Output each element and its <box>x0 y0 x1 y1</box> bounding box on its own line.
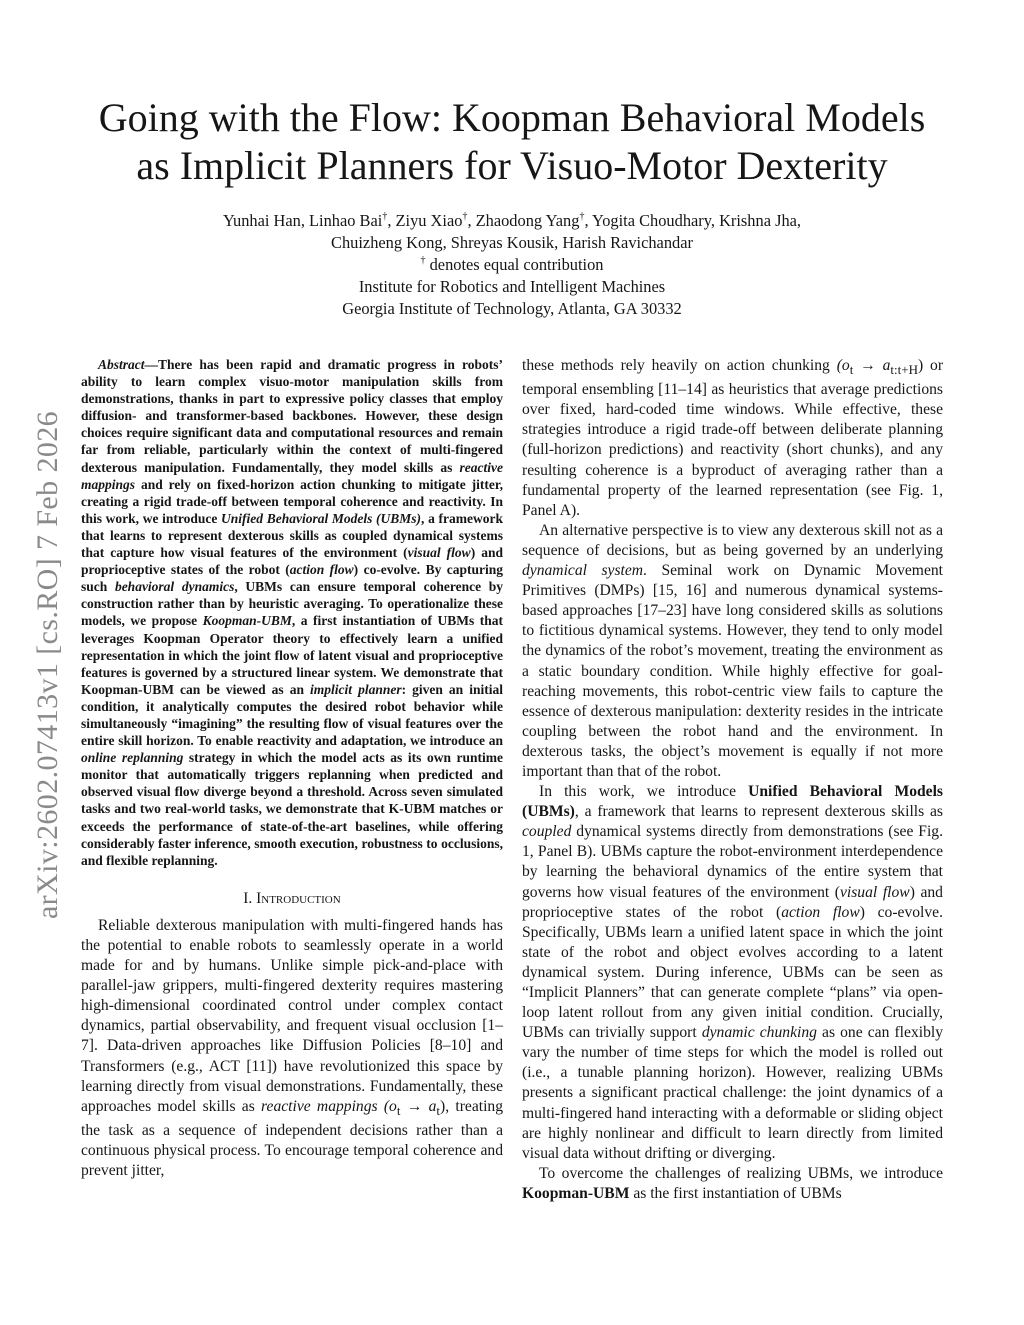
intro-paragraph-1: Reliable dexterous manipulation with multi-fingered hands has the potential to enable robots to seamlessly operate in a world made for and by humans. Unlike simple pick-and-place with parallel-jaw grippers, multi-fingered dexterity requires mastering high-dimensional coordinated control under complex contact dynamics, partial observability, and frequent visual occlusion [1–7]. Data-driven approaches like Diffusion Policies [8–10] and Transformers (e.g., ACT [11]) have revolutionized this space by learning directly from visual demonstrations. Fundamentally, these approaches model skills as reactive mappings $(o_t \to a_t)$, treating the task as a sequence of independent decisions rather than a continuous physical process. To encourage temporal coherence and prevent jitter, <box>81 916 503 1180</box>
section-heading-introduction: I. Introduction <box>243 889 341 907</box>
affiliation-university: Georgia Institute of Technology, Atlanta, GA 30332 <box>342 299 682 318</box>
author-list-line-2: Chuizheng Kong, Shreyas Kousik, Harish Ravichandar <box>331 233 693 252</box>
intro-paragraph-4: To overcome the challenges of realizing UBMs, we introduce Koopman-UBM as the first instantiation of UBMs <box>522 1164 943 1202</box>
arxiv-identifier-text: arXiv:2602.07413v1 [cs.RO] 7 Feb 2026 <box>31 410 64 920</box>
affiliation-institute: Institute for Robotics and Intelligent Machines <box>358 277 666 296</box>
title-line-2: as Implicit Planners for Visuo-Motor Dexterity <box>136 143 888 188</box>
left-column <box>81 356 503 1181</box>
dagger-mark: † <box>579 210 585 222</box>
right-column <box>522 356 943 1204</box>
equal-contribution-note: † denotes equal contribution <box>420 254 604 274</box>
abstract-label: Abstract <box>98 357 145 372</box>
arxiv-identifier-stamp <box>20 380 76 950</box>
intro-paragraph-3: In this work, we introduce Unified Behavioral Models (UBMs), a framework that learns to represent dexterous skills as coupled dynamical systems directly from demonstrations (see Fig. 1, Panel B). UBMs capture the robot-environment interdependence by learning the behavioral dynamics of the entire system that governs how visual features of the environment (visual flow) and proprioceptive states of the robot (action flow) co-evolve. Specifically, UBMs learn a unified latent space in which the joint state of the robot and object evolves according to a latent dynamical system. During inference, UBMs can be seen as “Implicit Planners” that can generate complete “plans” via open-loop latent rollout from any given initial condition. Crucially, UBMs can trivially support dynamic chunking as one can flexibly vary the number of time steps for which the model is rolled out (i.e., a tunable planning horizon). However, realizing UBMs presents a significant practical challenge: the joint dynamics of a multi-fingered hand interacting with a deformable or sliding object are highly nonlinear and difficult to learn directly from limited visual data without drifting or diverging. <box>522 783 943 1162</box>
intro-paragraph-1-continued: these methods rely heavily on action chunking $(o_t \to a_{t:t+H})$ or temporal ensembling [11–14] as heuristics that average predictions over fixed, hard-coded time windows. While effective, these strategies introduce a rigid trade-off between deliberate planning (full-horizon predictions) and reactivity (short chunks), and any resulting coherence is a byproduct of averaging rather than a fundamental property of the learned representation (see Fig. 1, Panel A). <box>522 357 944 519</box>
abstract: Abstract—There has been rapid and dramatic progress in robots’ ability to learn complex visuo-motor manipulation skills from demonstrations, thanks in part to expressive policy classes that employ diffusion- and transformer-based backbones. However, these design choices require significant data and computational resources and remain far from reliable, particularly within the context of multi-fingered dexterous manipulation. Fundamentally, they model skills as reactive mappings and rely on fixed-horizon action chunking to mitigate jitter, creating a rigid trade-off between temporal coherence and reactivity. In this work, we introduce Unified Behavioral Models (UBMs), a framework that learns to represent dexterous skills as coupled dynamical systems that capture how visual features of the environment (visual flow) and proprioceptive states of the robot (action flow) co-evolve. By capturing such behavioral dynamics, UBMs can ensure temporal coherence by construction rather than by heuristic averaging. To operationalize these models, we propose Koopman-UBM, a first instantiation of UBMs that leverages Koopman Operator theory to effectively learn a unified representation in which the joint flow of latent visual and proprioceptive features is governed by a structured linear system. We demonstrate that Koopman-UBM can be viewed as an implicit planner: given an initial condition, it analytically computes the desired robot behavior while simultaneously “imagining” the resulting flow of visual features over the entire skill horizon. To enable reactivity and adaptation, we introduce an online replanning strategy in which the model acts as its own runtime monitor that automatically triggers replanning when predicted and observed visual flow diverge beyond a threshold. Across seven simulated tasks and two real-world tasks, we demonstrate that K-UBM matches or exceeds the performance of state-of-the-art baselines, while offering considerably faster inference, smooth execution, robustness to occlusions, and flexible replanning. <box>81 357 504 868</box>
intro-paragraph-2: An alternative perspective is to view any dexterous skill not as a sequence of decisions, but as being governed by an underlying dynamical system. Seminal work on Dynamic Movement Primitives (DMPs) [15, 16] and numerous dynamical systems-based approaches [17–23] have long considered skills as solutions to fictitious dynamical systems. However, they tend to only model the dynamics of the robot’s movement, treating the environment as a static boundary condition. While highly effective for goal-reaching movements, this robot-centric view fails to capture the essence of dexterous manipulation: dexterity resides in the intricate coupling between the robot hand and the environment. In dexterous tasks, the object’s movement is equally if not more important than that of the robot. <box>522 521 943 780</box>
paper-title <box>60 94 964 190</box>
author-list-line-1: Yunhai Han, Linhao Bai†, Ziyu Xiao†, Zhaodong Yang†, Yogita Choudhary, Krishna Jha, <box>222 210 802 230</box>
author-block <box>100 210 924 320</box>
title-line-1: Going with the Flow: Koopman Behavioral Models <box>98 95 926 140</box>
dagger-mark: † <box>420 254 426 266</box>
dagger-mark: † <box>382 210 388 222</box>
dagger-mark: † <box>462 210 468 222</box>
